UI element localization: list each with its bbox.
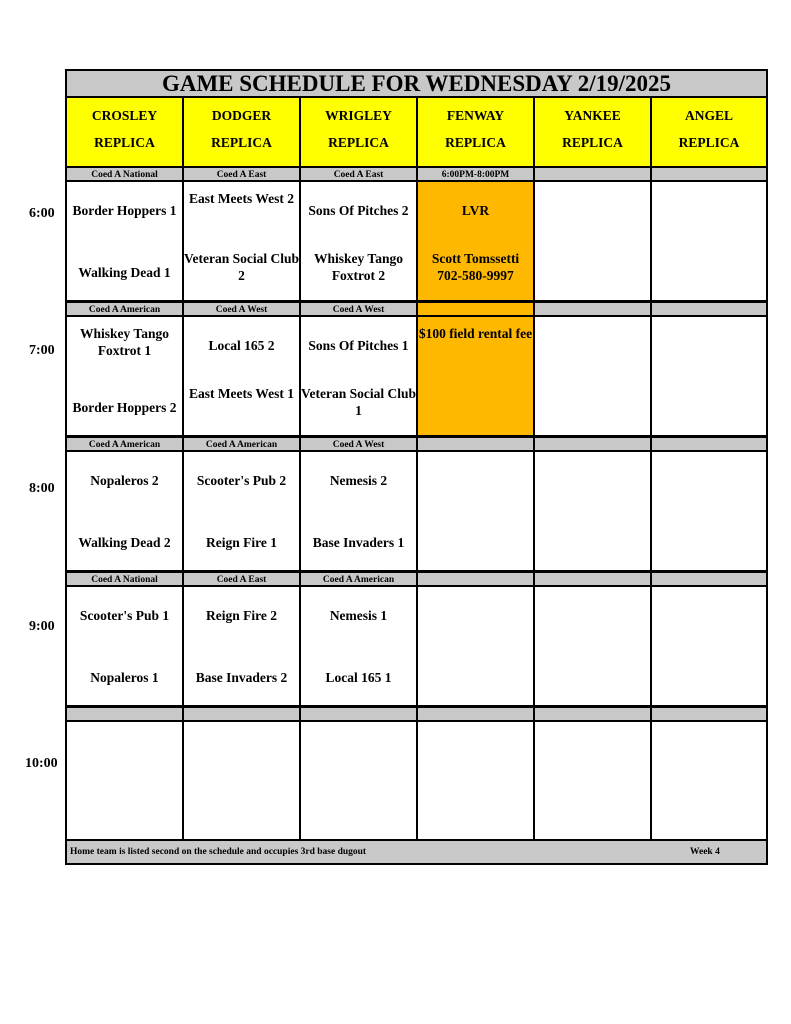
- field-header-dodger: [184, 98, 301, 168]
- division-label: [652, 303, 766, 317]
- slot-row-8: [67, 452, 766, 573]
- division-row-6: [67, 168, 766, 182]
- division-label: [67, 708, 184, 722]
- field-sub: REPLICA: [678, 135, 740, 150]
- slot-row-10: [67, 722, 766, 841]
- division-row-10: [67, 708, 766, 722]
- division-label: Coed A East: [184, 168, 301, 182]
- division-label: Coed A National: [67, 573, 184, 587]
- game-slot: [301, 182, 418, 303]
- away-team: East Meets West 2: [188, 191, 295, 206]
- game-slot: [418, 587, 535, 708]
- division-label: [418, 573, 535, 587]
- game-slot: [67, 722, 184, 841]
- division-label: Coed A West: [301, 303, 418, 317]
- away-team: Border Hoppers 1: [72, 203, 177, 218]
- game-slot: [652, 452, 766, 573]
- division-label: [535, 438, 652, 452]
- division-label: [535, 573, 652, 587]
- home-team-note: Home team is listed second on the schedule and occupies 3rd base dugout: [70, 847, 367, 857]
- rental-fee: $100 field rental fee: [418, 326, 533, 341]
- away-team: Nemesis 1: [329, 608, 388, 623]
- field-name: CROSLEY: [91, 108, 158, 123]
- field-header-yankee: [535, 98, 652, 168]
- field-sub: REPLICA: [211, 135, 272, 150]
- division-label: Coed A American: [67, 438, 184, 452]
- game-slot: [184, 452, 301, 573]
- field-header-angel: [652, 98, 766, 168]
- game-slot: [301, 587, 418, 708]
- game-slot: [67, 182, 184, 303]
- field-sub: REPLICA: [328, 135, 389, 150]
- division-label: [418, 438, 535, 452]
- game-slot: [535, 452, 652, 573]
- game-slot: [301, 452, 418, 573]
- home-team: Base Invaders 2: [195, 670, 288, 685]
- rental-slot: [418, 182, 535, 303]
- game-slot: [418, 722, 535, 841]
- home-team: Base Invaders 1: [312, 535, 405, 550]
- division-label: [301, 708, 418, 722]
- away-team: Local 165 2: [208, 338, 275, 353]
- home-team: Reign Fire 1: [206, 535, 277, 550]
- home-team: Walking Dead 1: [78, 265, 171, 280]
- game-slot: [67, 317, 184, 438]
- division-label: [418, 708, 535, 722]
- time-label-7: 7:00: [29, 343, 55, 358]
- home-team: Border Hoppers 2: [72, 400, 177, 415]
- division-label: Coed A West: [184, 303, 301, 317]
- renter-contact: Scott Tomssetti 702-580-9997: [431, 251, 520, 283]
- field-header-wrigley: [301, 98, 418, 168]
- division-label: Coed A West: [301, 438, 418, 452]
- slot-row-9: [67, 587, 766, 708]
- game-slot: [652, 182, 766, 303]
- division-label: [652, 438, 766, 452]
- field-sub: REPLICA: [445, 135, 506, 150]
- division-label: [535, 168, 652, 182]
- division-label: Coed A American: [67, 303, 184, 317]
- slot-row-6: [67, 182, 766, 303]
- field-header-fenway: [418, 98, 535, 168]
- field-sub: REPLICA: [94, 135, 155, 150]
- division-label: Coed A American: [301, 573, 418, 587]
- division-label: [535, 303, 652, 317]
- division-label: [652, 168, 766, 182]
- home-team: Whiskey Tango Foxtrot 2: [314, 251, 403, 283]
- schedule-title: GAME SCHEDULE FOR WEDNESDAY 2/19/2025: [67, 71, 766, 98]
- away-team: Nopaleros 2: [90, 473, 159, 488]
- away-team: Reign Fire 2: [206, 608, 277, 623]
- division-row-9: [67, 573, 766, 587]
- home-team: Nopaleros 1: [90, 670, 159, 685]
- division-label: [418, 303, 535, 317]
- field-header-crosley: [67, 98, 184, 168]
- game-slot: [67, 587, 184, 708]
- schedule-sheet: [65, 69, 768, 865]
- division-label: [652, 573, 766, 587]
- division-label: Coed A National: [67, 168, 184, 182]
- game-slot: [652, 587, 766, 708]
- away-team: Sons Of Pitches 2: [308, 203, 409, 218]
- away-team: Whiskey Tango Foxtrot 1: [80, 326, 169, 358]
- field-name: WRIGLEY: [325, 108, 392, 123]
- field-name: DODGER: [211, 108, 272, 123]
- game-slot: [301, 317, 418, 438]
- away-team: Nemesis 2: [329, 473, 388, 488]
- game-slot: [535, 587, 652, 708]
- time-label-9: 9:00: [29, 619, 55, 634]
- slot-row-7: [67, 317, 766, 438]
- division-label: 6:00PM-8:00PM: [418, 168, 535, 182]
- time-label-6: 6:00: [29, 206, 55, 221]
- away-team: Scooter's Pub 1: [79, 608, 170, 623]
- renter-name: LVR: [461, 203, 490, 218]
- division-label: Coed A American: [184, 438, 301, 452]
- game-slot: [67, 452, 184, 573]
- division-row-7: [67, 303, 766, 317]
- game-slot: [301, 722, 418, 841]
- home-team: Veteran Social Club 2: [184, 251, 300, 283]
- game-slot: [184, 587, 301, 708]
- game-slot: [535, 182, 652, 303]
- division-row-8: [67, 438, 766, 452]
- division-label: Coed A East: [301, 168, 418, 182]
- division-label: [184, 708, 301, 722]
- field-name: FENWAY: [446, 108, 505, 123]
- time-label-8: 8:00: [29, 481, 55, 496]
- division-label: [535, 708, 652, 722]
- away-team: Sons Of Pitches 1: [308, 338, 409, 353]
- division-label: [652, 708, 766, 722]
- game-slot: [418, 452, 535, 573]
- away-team: Scooter's Pub 2: [196, 473, 287, 488]
- home-team: East Meets West 1: [188, 386, 295, 401]
- field-name: YANKEE: [564, 108, 621, 123]
- field-sub: REPLICA: [562, 135, 623, 150]
- game-slot: [535, 317, 652, 438]
- game-slot: [652, 722, 766, 841]
- game-slot: [652, 317, 766, 438]
- time-label-10: 10:00: [25, 756, 58, 771]
- rental-slot: [418, 317, 535, 438]
- game-slot: [184, 722, 301, 841]
- field-header-row: [67, 98, 766, 168]
- week-label: Week 4: [690, 847, 720, 857]
- home-team: Local 165 1: [325, 670, 392, 685]
- game-slot: [184, 317, 301, 438]
- schedule-footer: [67, 841, 766, 863]
- division-label: Coed A East: [184, 573, 301, 587]
- home-team: Veteran Social Club 1: [301, 386, 417, 418]
- game-slot: [535, 722, 652, 841]
- field-name: ANGEL: [684, 108, 733, 123]
- home-team: Walking Dead 2: [78, 535, 171, 550]
- game-slot: [184, 182, 301, 303]
